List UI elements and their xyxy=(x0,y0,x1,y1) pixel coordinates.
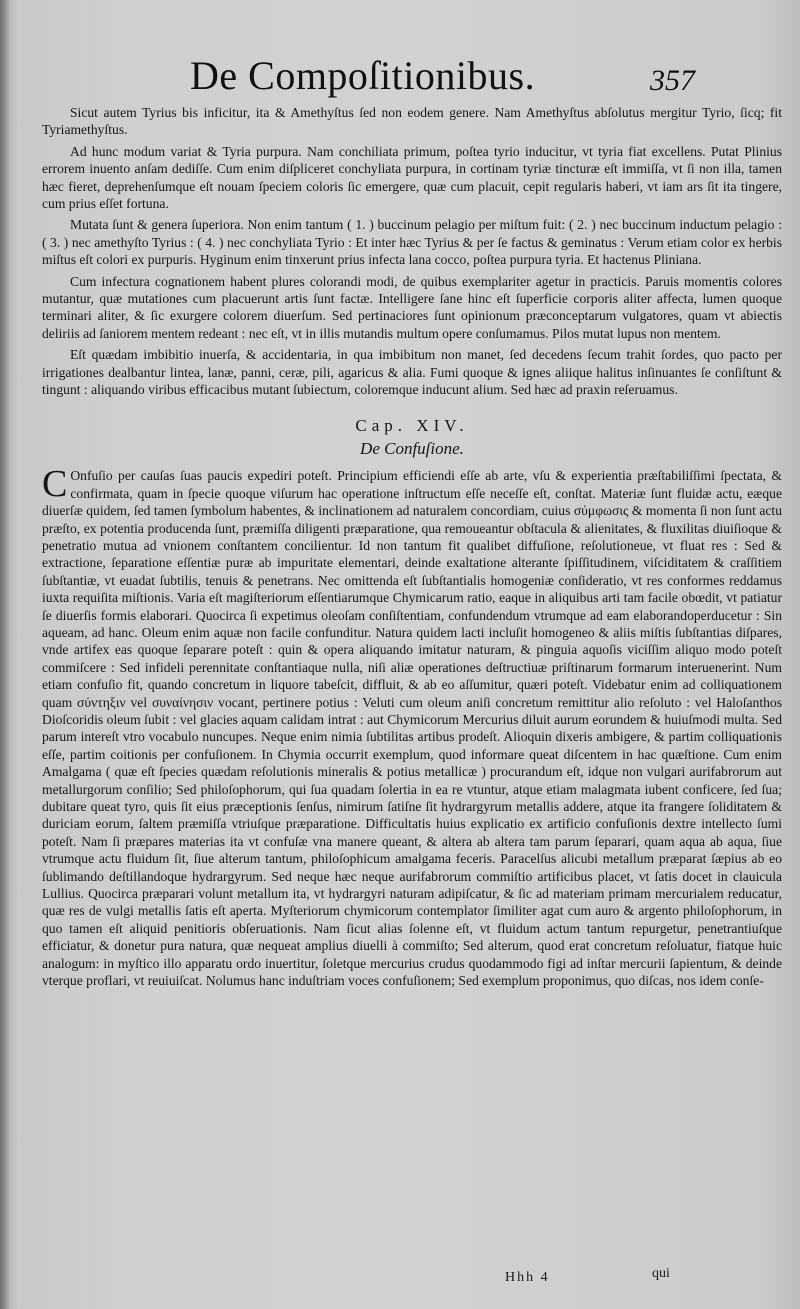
body-text xyxy=(42,104,782,994)
chapter-subtitle: De Confuſione. xyxy=(360,438,464,458)
paragraph: Sicut autem Tyrius bis inficitur, ita & Amethyſtus ſed non eodem genere. Nam Amethyſtus abſolutus mergitur Tyrio, ſicq; fit Tyriamethyſtus. xyxy=(42,105,782,138)
paragraph: Mutata ſunt & genera ſuperiora. Non enim tantum ( 1. ) buccinum pelagio per miſtum fuit: ( 2. ) nec buccinum inductum pelagio : ( 3. ) nec amethyſto Tyrius : ( 4. ) nec conchyliata Tyrio : Et inter hæc Tyrius & per ſe factus & geminatus : Verum etiam color ex herbis miſtus eſt colori ex purpuris. Hyginum enim tinxerunt prius infecta lana cocco, poſtea purpura tyria. Et hactenus Pliniana. xyxy=(42,217,782,268)
paragraph: Ad hunc modum variat & Tyria purpura. Nam conchiliata primum, poſtea tyrio inducitur, vt tyria fiat excellens. Putat Plinius errorem inuento anſam dediſſe. Cum enim diſpliceret conchyliata purpura, in cortinam tyriæ tincturæ eſt immiſſa, vt ſi non illa, tamen hæc fieret, deprehenſumque eſt nouam ſpeciem coloris ſic emergere, quæ cum placuit, cepit regularis haberi, vt iam ars ſit ita tingere, cum prius eſſet fortuna. xyxy=(42,143,782,212)
page-number: 357 xyxy=(650,64,695,97)
decorated-initial: C xyxy=(42,463,68,506)
paragraph: Eſt quædam imbibitio inuerſa, & accidentaria, in qua imbibitum non manet, ſed decedens ſecum trahit ſordes, quo pacto per irrigationes dealbantur lintea, lanæ, panni, ceræ, pili, agaricus & alia. Fumi quoque & ignes aliique halitus inſinuantes ſe conſiſtunt & tingunt : aliquando viribus efficacibus mutant ſubiectum, coloremque inducunt alium. Sed hæc ad praxin reſeruamus. xyxy=(42,347,782,398)
signature-mark: Hhh 4 xyxy=(505,1270,550,1285)
page-header xyxy=(0,48,800,108)
paragraph: Cum infectura cognationem habent plures colorandi modi, de quibus exemplariter agetur in practicis. Paruis momentis colores mutantur, quæ mutationes cum placuerunt artis ſunt factæ. Intelligere ſane hinc eſt ſuperficie corporis aliter affecta, lumen quoque terminari aliter, & ſic exurgere colorem diuerſum. Sed pertinaciores ſunt opinionum præconceptarum vulgatores, quam vt abiectis deliriis ad ſaniorem mentem redeant : nec eſt, vt in illis mutandis multum opere conſumamus. Pilos mutat lupus non mentem. xyxy=(42,273,782,341)
page-footer xyxy=(0,1266,800,1296)
catchword: qui xyxy=(652,1266,670,1281)
paragraph-text: Onfuſio per cauſas ſuas paucis expediri poteſt. Principium efficiendi eſſe ab arte, vſu & experientia præſtabiliſſimi ſpectata, & confirmata, quam in ſpecie quoque viſurum hac operatione inſtructum eſſe neceſſe eſt, conſtat. Materiæ ſunt fluidæ actu, eæque diuerſæ quidem, ſed tamen ſymbolum habentes, & inclinationem ad naturalem concordiam, cuius σύμφωσις & momenta ſi non ſunt actu præſto, ex potentia producenda ſunt, præmiſſa diligenti præparatione, qua remoueantur obſtacula & alienitates, & fluxilitas diuiſioque & penetratio mutua ad vnionem conſtantem concilientur. Id non tantum fit qualibet diffuſione, reſolutioneue, vt fluat res : Sed & extractione, ſeparatione eſſentiæ puræ ab impuritate elementari, deinde exaltatione alterante ſpiſſitudinem, viſciditatem & craſſitiem ſubſtantiæ, vt euadat ſubtilis, tenuis & penetrans. Nec omittenda eſt ſubſtantialis homogeniæ conſideratio, vt res conformes reddamus iuxta requiſita miſtionis. Varia eſt magiſteriorum eſſentiarumque Chymicarum ratio, eaque in aliquibus arti tam facile obœdit, vt patiatur ſe diuerſis formis elaborari. Quocirca ſi expetimus oleoſam conſiſtentiam, confundendum vtrumque ad eam elaborandoperducetur : Sin aqueam, ad hanc. Oleum enim aquæ non facile confunditur. Natura quidem lacti incluſit homogeneo & aliis miſtis ſubſtantias diſpares, vnde artifex eas quoque ſeparare poteſt : quin & opera aliquando imitatur naturam, & pinguia aquoſis viciſſim aliquo modo poteſt commiſcere : Sed infideli perennitate conſtantiaque nulla, niſi aliæ operationes deſtructiuæ priſtinarum formarum interuenerint. Num etiam confuſio fit, quando concretum in liquore tabeſcit, diffluit, & ab eo aſſumitur, quæri poteſt. Videbatur enim ad colliquationem quam σύντηξιν vel συναίνησιν vocant, pertinere potius : Veluti cum oleum aniſi concretum remittitur alio reſoluto : vel Haloſanthos Dioſcoridis oleum ſubit : vel glacies aquam calidam intrat : aut Chymicorum Mercurius diluit aurum eorundem & huiuſmodi multa. Sed parum intereſt vtro vocabulo nuncupes. Neque enim nimia ſubtilitas artibus prodeſt. Alioquin dixeris ambigere, & partim colliquationis eſſe, partim coitionis per confuſionem. In Chymia occurrit exemplum, quod informare queat diſcentem in hac quæſtione. Cum enim Amalgama ( quæ eſt ſpecies quædam reſolutionis mineralis & potius metallicæ ) procurandum eſt, idque non vulgari aurifabrorum aut metallurgorum conſilio; Sed philoſophorum, qui ſua quadam ſolertia in ea re vtuntur, atque etiam malagmata iubent conficere, ſed ſua; dubitare queat tyro, quis ſit eius præceptionis ſenſus, nimirum ſatiſne ſit hydrargyrum metallis addere, atque ita frangere ſoliditatem & duriciam eorum, ſaltem præmiſſa vtriuſque præparatione. Difficultatis huius explicatio ex artificio confuſionis dextre intellecto ſumi poteſt. Nam ſi præpares materias ita vt confuſæ vna manere queant, & altera ab altera tam parum ſeparari, quam aqua ab aqua, ſiue vtrumque actu fluidum ſit, ſiue alterum tantum, philoſophicum amalgama feceris. Paracelſus alicubi metallum præparat ſæpius ab eo ſublimando deſtillandoque hydrargyrum. Sed neque hæc neque aurifabrorum commiſtio artificibus placet, vt ſatis docet in clauicula Lullius. Quocirca præparari volunt metallum ita, vt hydrargyri naturam adipiſcatur, & ſic ad materiam primam mercurialem reducatur, quæ res de vulgi metallis ſatis eſt aperta. Myſteriorum chymicorum contemplator ſimiliter agat cum auro & argento philoſophorum, in quo tamen eſt aliquid penitioris obſeruationis. Nam ſicut alias ſolenne eſt, vt fluidum actum tantum repurgetur, penetrantiuſque efficiatur, & donetur pura natura, quæ nequeat amplius diuelli à commiſto; Sed alterum, quod erat concretum reſoluatur, fiatque huic analogum: in myſtico illo apparatu ordo inuertitur, ſoletque mercurius crudus quodammodo figi ad inſtar mercurii ſapientum, & deinde vterque proflari, vt reuiuiſcat. Nolumus hanc induſtriam voces confuſionem; Sed exemplum proponimus, quo diſcas, nos idem conſe- xyxy=(42,468,782,989)
binding-shadow xyxy=(0,0,10,1309)
chapter-heading: Cap. XIV. xyxy=(355,415,469,435)
running-title: De Compoſitionibus. xyxy=(190,53,536,98)
chapter-first-paragraph xyxy=(42,463,782,989)
